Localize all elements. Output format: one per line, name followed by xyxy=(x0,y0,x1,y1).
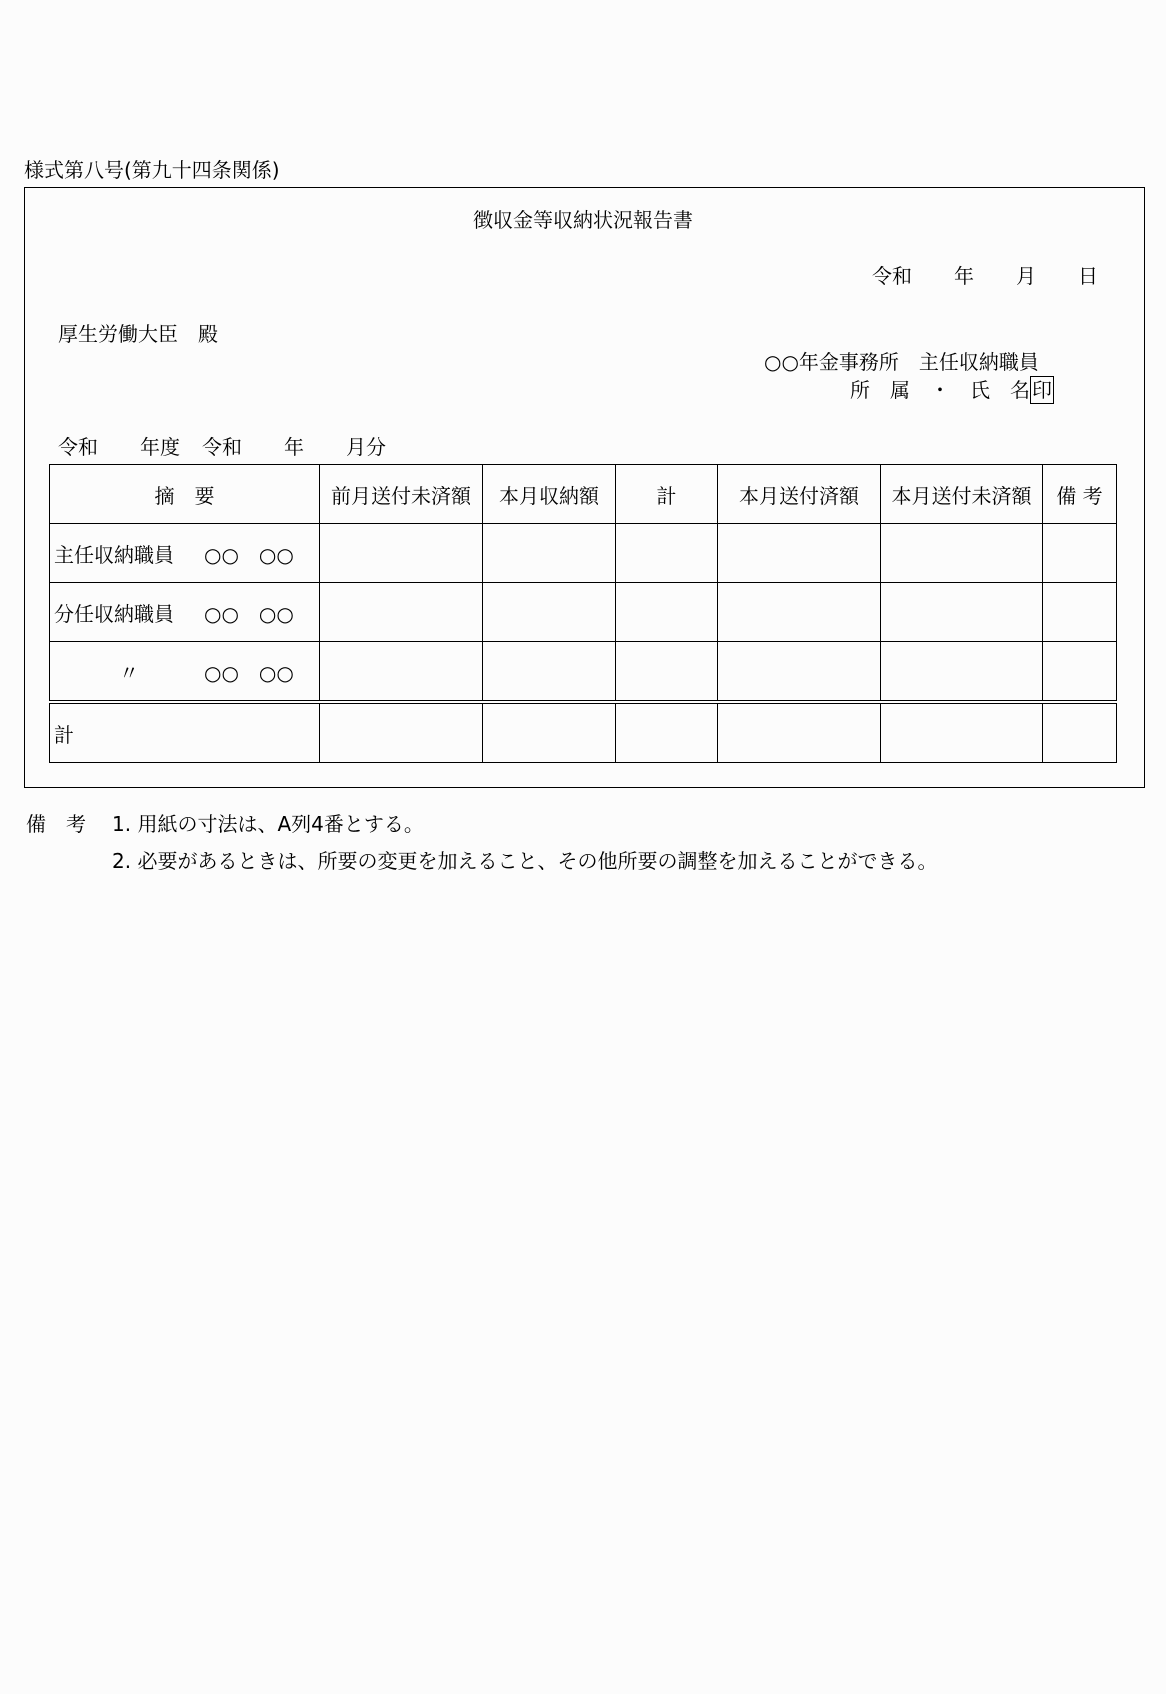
row-role: 主任収納職員 xyxy=(54,542,174,567)
sender-office: ○○年金事務所 主任収納職員 xyxy=(764,350,1039,374)
cell[interactable] xyxy=(881,702,1043,763)
cell[interactable] xyxy=(718,524,881,583)
cell[interactable] xyxy=(320,702,483,763)
cell[interactable] xyxy=(881,642,1043,703)
row-desc xyxy=(50,583,320,642)
period-fiscal-year: 年度 xyxy=(140,435,180,459)
row-name: ○○ ○○ xyxy=(204,542,294,567)
header-total: 計 xyxy=(616,465,718,524)
addressee: 厚生労働大臣 殿 xyxy=(58,322,218,346)
cell[interactable] xyxy=(616,524,718,583)
cell[interactable] xyxy=(881,583,1043,642)
cell[interactable] xyxy=(881,524,1043,583)
note-item: 1. 用紙の寸法は、A列4番とする。 xyxy=(112,812,424,836)
form-label: 様式第八号(第九十四条関係) xyxy=(24,158,280,182)
table-row xyxy=(50,642,1117,703)
cell[interactable] xyxy=(483,702,616,763)
header-remarks: 備 考 xyxy=(1043,465,1117,524)
date-month: 月 xyxy=(1016,264,1036,288)
cell[interactable] xyxy=(718,702,881,763)
cell[interactable] xyxy=(483,524,616,583)
cell[interactable] xyxy=(1043,642,1117,703)
table-header-row xyxy=(50,465,1117,524)
date-day: 日 xyxy=(1078,264,1098,288)
period-era: 令和 xyxy=(58,435,98,459)
cell[interactable] xyxy=(718,642,881,703)
header-prev-unsent: 前月送付未済額 xyxy=(320,465,483,524)
table-row xyxy=(50,524,1117,583)
cell[interactable] xyxy=(616,702,718,763)
period-line xyxy=(58,437,386,457)
header-sent: 本月送付済額 xyxy=(718,465,881,524)
cell[interactable] xyxy=(320,642,483,703)
sender-name-label: 所 属 ・ 氏 名 xyxy=(850,378,1030,402)
header-summary: 摘 要 xyxy=(50,465,320,524)
row-name: ○○ ○○ xyxy=(204,660,294,685)
report-title: 徴収金等収納状況報告書 xyxy=(473,208,693,232)
row-role: 〃 xyxy=(119,660,139,685)
cell[interactable] xyxy=(1043,583,1117,642)
notes-label: 備 考 xyxy=(26,812,86,836)
period-year: 年 xyxy=(284,435,304,459)
cell[interactable] xyxy=(320,583,483,642)
total-label: 計 xyxy=(50,702,320,763)
cell[interactable] xyxy=(616,642,718,703)
cell[interactable] xyxy=(320,524,483,583)
period-era2: 令和 xyxy=(202,435,242,459)
cell[interactable] xyxy=(1043,702,1117,763)
row-desc xyxy=(50,642,320,703)
cell[interactable] xyxy=(483,583,616,642)
period-month: 月分 xyxy=(346,435,386,459)
row-desc xyxy=(50,524,320,583)
table-row xyxy=(50,583,1117,642)
collection-status-table xyxy=(49,464,1117,763)
row-name: ○○ ○○ xyxy=(204,601,294,626)
date-era: 令和 xyxy=(872,264,912,288)
cell[interactable] xyxy=(616,583,718,642)
sender-name-line xyxy=(850,380,1054,400)
header-received: 本月収納額 xyxy=(483,465,616,524)
cell[interactable] xyxy=(718,583,881,642)
total-row xyxy=(50,702,1117,763)
header-unsent: 本月送付未済額 xyxy=(881,465,1043,524)
cell[interactable] xyxy=(1043,524,1117,583)
date-line xyxy=(872,266,1098,286)
cell[interactable] xyxy=(483,642,616,703)
date-year: 年 xyxy=(954,264,974,288)
row-role: 分任収納職員 xyxy=(54,601,174,626)
note-item: 2. 必要があるときは、所要の変更を加えること、その他所要の調整を加えることができる。 xyxy=(112,849,938,873)
seal-mark: 印 xyxy=(1032,378,1052,402)
